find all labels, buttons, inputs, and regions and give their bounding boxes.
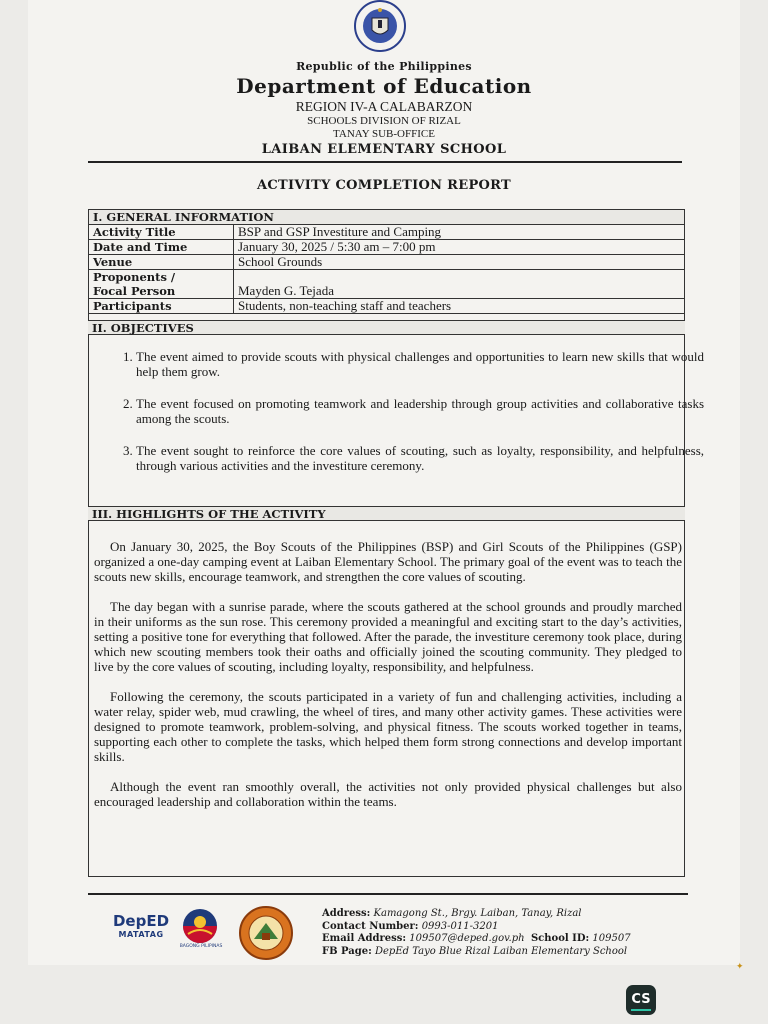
row-value: School Grounds [234,255,685,270]
general-info-table [88,209,685,314]
highlights-body [94,539,682,824]
address-line [322,908,682,921]
fb-line [322,946,682,959]
school-id-value: 109507 [592,933,631,944]
header-divider [88,161,682,163]
row-value: January 30, 2025 / 5:30 am – 7:00 pm [234,240,685,255]
table-row [89,270,685,299]
row-value: Mayden G. Tejada [234,270,685,299]
list-item: 2. The event focused on promoting teamwork and leadership through group activities and collaborative tasks among the scouts. [136,396,704,426]
department-name: Department of Education [236,74,532,98]
address-value: Kamagong St., Brgy. Laiban, Tanay, Rizal [373,908,582,919]
school-name: LAIBAN ELEMENTARY SCHOOL [261,142,507,157]
highlight-paragraph: Although the event ran smoothly overall, the activities not only provided physical challenges but also encouraged leadership and collaboration within the teams. [94,779,682,809]
deped-matatag-logo [112,912,170,956]
region-line: REGION IV-A CALABARZON [295,99,473,114]
fb-label: FB Page: [322,945,372,957]
email-line [322,933,682,946]
contact-value: 0993-011-3201 [421,920,499,932]
sparkle-icon: ✦ [736,962,744,972]
row-label-line1: Proponents / [93,270,176,284]
email-label: Email Address: [322,933,407,944]
table-row [89,240,685,255]
address-label: Address: [322,908,371,919]
row-value: Students, non-teaching staff and teachers [234,299,685,314]
deped-seal-icon [352,0,408,54]
row-label-multiline [89,270,234,299]
report-title: ACTIVITY COMPLETION REPORT [256,178,512,193]
bagong-pilipinas-caption: BAGONG PILIPINAS [179,944,223,949]
republic-line: Republic of the Philippines [296,60,472,73]
school-seal-icon [236,905,296,961]
bagong-pilipinas-logo-icon [176,906,224,958]
school-id-label: School ID: [530,933,590,944]
highlight-paragraph: On January 30, 2025, the Boy Scouts of the Philippines (BSP) and Girl Scouts of the Philippines (GSP) organized a one-day camping event at Laiban Elementary School. The primary goal of the event was to teach the scouts new skills, encourage teamwork, and strengthen the core values of scouting. [94,539,682,584]
highlight-paragraph: Following the ceremony, the scouts participated in a variety of fun and challenging activities, including a water relay, spider web, mud crawling, the wheel of tires, and many other activity games. These activities were designed to promote teamwork, problem-solving, and physical fitness. The scouts worked together in teams, supporting each other to complete the tasks, which helped them form strong connections and develop important skills. [94,689,682,764]
row-label: Venue [89,255,234,270]
row-value: BSP and GSP Investiture and Camping [234,225,685,240]
table-row [89,255,685,270]
highlights-heading: III. HIGHLIGHTS OF THE ACTIVITY [88,506,685,521]
footer-divider [88,893,688,895]
deped-logo-text: DepED [112,912,170,930]
contact-label: Contact Number: [322,920,419,932]
objectives-heading: II. OBJECTIVES [88,320,685,335]
division-line: SCHOOLS DIVISION OF RIZAL [307,115,461,127]
contact-block [322,908,682,958]
matatag-logo-text: MATATAG [118,930,164,939]
fb-value: DepEd Tayo Blue Rizal Laiban Elementary School [375,945,628,957]
objectives-list [112,349,704,490]
contact-line [322,921,682,934]
camscanner-badge[interactable]: CS [626,985,656,1015]
general-info-heading: I. GENERAL INFORMATION [89,210,685,225]
table-row [89,225,685,240]
row-label: Activity Title [89,225,234,240]
row-label: Participants [89,299,234,314]
sub-office-line: TANAY SUB-OFFICE [333,128,435,140]
list-item: 1. The event aimed to provide scouts with physical challenges and opportunities to learn new skills that would help them grow. [136,349,704,379]
email-value: 109507@deped.gov.ph [409,933,525,944]
highlight-paragraph: The day began with a sunrise parade, where the scouts gathered at the school grounds and proudly marched in their uniforms as the sun rose. This ceremony provided a meaningful and exciting start to the day’s activities, setting a positive tone for everything that followed. After the parade, the investiture ceremony took place, during which new scouting members took their oaths and officially joined the scouting community. They pledged to live by the core values of scouting, including loyalty, responsibility, and helpfulness. [94,599,682,674]
table-row [89,299,685,314]
row-label-line2: Focal Person [93,284,176,298]
list-item: 3. The event sought to reinforce the core values of scouting, such as loyalty, responsibility, and helpfulness, through various activities and the investiture ceremony. [136,443,704,473]
row-label: Date and Time [89,240,234,255]
